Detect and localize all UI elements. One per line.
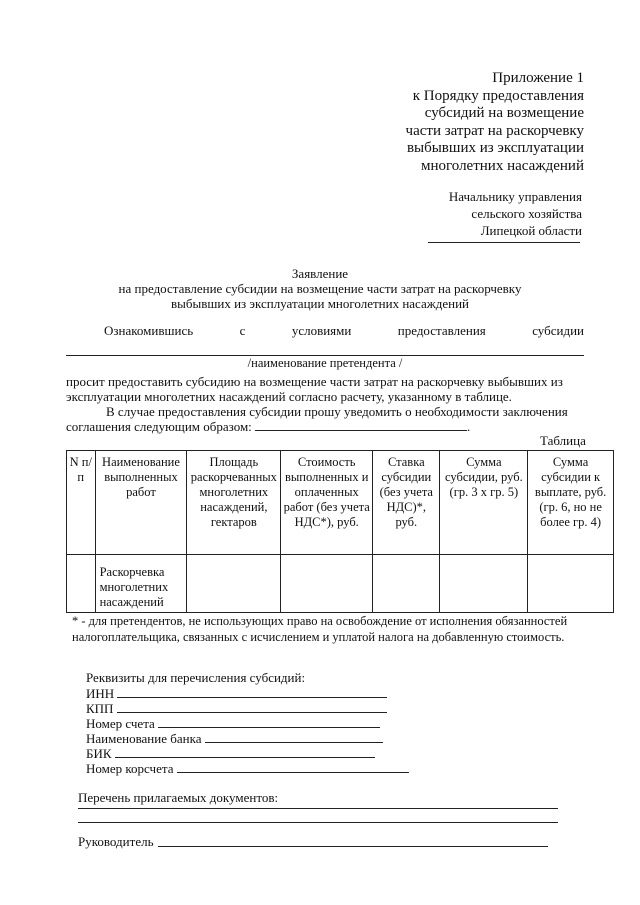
- requisite-bik: [86, 746, 375, 761]
- table-cell[interactable]: [440, 555, 528, 613]
- requisite-label: Наименование банка: [86, 731, 202, 746]
- addressee-block: [322, 188, 582, 239]
- corr-account-field[interactable]: [177, 762, 409, 773]
- appendix-line: выбывших из эксплуатации: [406, 140, 584, 156]
- documents-label: Перечень прилагаемых документов:: [78, 790, 279, 805]
- table-caption: Таблица: [540, 433, 586, 448]
- table-header-cell: Ставка субсидии (без учета НДС)*, руб.: [373, 451, 440, 555]
- table-row: [67, 555, 614, 613]
- addressee-line: Липецкой области: [480, 223, 582, 238]
- addressee-line: сельского хозяйства: [471, 206, 582, 221]
- document-subtitle: выбывших из эксплуатации многолетних насаждений: [171, 296, 469, 311]
- table-cell[interactable]: [373, 555, 440, 613]
- table-header-cell: N п/п: [67, 451, 96, 555]
- notify-line: В случае предоставления субсидии прошу уведомить о необходимости заключения: [106, 404, 568, 419]
- notify-suffix: .: [467, 419, 471, 434]
- requisites-title: Реквизиты для перечисления субсидий:: [86, 670, 306, 685]
- notify-prefix: соглашения следующим образом:: [66, 419, 252, 434]
- intro-word: предоставления: [397, 323, 486, 338]
- bank-name-field[interactable]: [205, 732, 383, 743]
- table-header-cell: Сумма субсидии, руб. (гр. 3 х гр. 5): [440, 451, 528, 555]
- appendix-block: [284, 70, 584, 175]
- intro-word: Ознакомившись: [104, 323, 194, 338]
- appendix-line: субсидий на возмещение: [424, 105, 584, 121]
- requisite-bank: [86, 731, 383, 746]
- inn-field[interactable]: [117, 687, 387, 698]
- intro-line: [104, 323, 584, 338]
- signature-label: Руководитель: [78, 834, 154, 849]
- applicant-caption: /наименование претендента /: [247, 356, 403, 370]
- request-line: просит предоставить субсидию на возмещение части затрат на раскорчевку выбывших из: [66, 374, 563, 389]
- notify-method-field[interactable]: [255, 419, 467, 431]
- documents-field-line-1[interactable]: [78, 808, 558, 809]
- requisite-corr-account: [86, 761, 409, 776]
- kpp-field[interactable]: [117, 702, 387, 713]
- intro-word: с: [239, 323, 246, 338]
- appendix-line: многолетних насаждений: [420, 157, 584, 174]
- requisite-label: Номер счета: [86, 716, 155, 731]
- requisite-label: КПП: [86, 701, 114, 716]
- account-number-field[interactable]: [158, 717, 380, 728]
- appendix-title: Приложение 1: [492, 70, 584, 86]
- subsidy-table: [66, 450, 614, 613]
- requisite-label: ИНН: [86, 686, 115, 701]
- requisite-label: БИК: [86, 746, 112, 761]
- intro-word: субсидии: [532, 323, 584, 338]
- document-subtitle: на предоставление субсидии на возмещение части затрат на раскорчевку: [118, 281, 522, 296]
- table-cell: Раскорчевка многолетних насаждений: [95, 555, 187, 613]
- bik-field[interactable]: [115, 747, 375, 758]
- table-header-cell: Стоимость выполненных и оплаченных работ (без учета НДС*), руб.: [281, 451, 373, 555]
- appendix-line: части затрат на раскорчевку: [405, 122, 584, 139]
- table-header-cell: Сумма субсидии к выплате, руб. (гр. 6, но не более гр. 4): [528, 451, 614, 555]
- table-cell[interactable]: [187, 555, 281, 613]
- requisite-account: [86, 716, 380, 731]
- table-cell[interactable]: [281, 555, 373, 613]
- document-title: Заявление: [291, 266, 349, 281]
- signature-row: [78, 834, 154, 849]
- addressee-signature-line[interactable]: [428, 242, 580, 243]
- table-header-cell: Площадь раскорчеванных многолетних насаждений, гектаров: [187, 451, 281, 555]
- table-cell[interactable]: [528, 555, 614, 613]
- notify-line: [66, 419, 470, 434]
- appendix-line: к Порядку предоставления: [412, 87, 584, 104]
- table-header-cell: Наименование выполненных работ: [95, 451, 187, 555]
- signature-field[interactable]: [158, 846, 548, 847]
- addressee-line: Начальнику управления: [448, 189, 582, 204]
- requisite-kpp: [86, 701, 387, 716]
- table-header-row: [67, 451, 614, 555]
- footnote-line: налогоплательщика, связанных с исчислением и уплатой налога на добавленную стоимость.: [72, 630, 565, 644]
- footnote-line: * - для претендентов, не использующих право на освобождение от исполнения обязанностей: [72, 614, 568, 628]
- documents-field-line-2[interactable]: [78, 822, 558, 823]
- requisite-inn: [86, 686, 387, 701]
- request-line: эксплуатации многолетних насаждений согласно расчету, указанному в таблице.: [66, 389, 512, 404]
- intro-word: условиями: [291, 323, 352, 338]
- table-cell[interactable]: [67, 555, 96, 613]
- requisite-label: Номер корсчета: [86, 761, 174, 776]
